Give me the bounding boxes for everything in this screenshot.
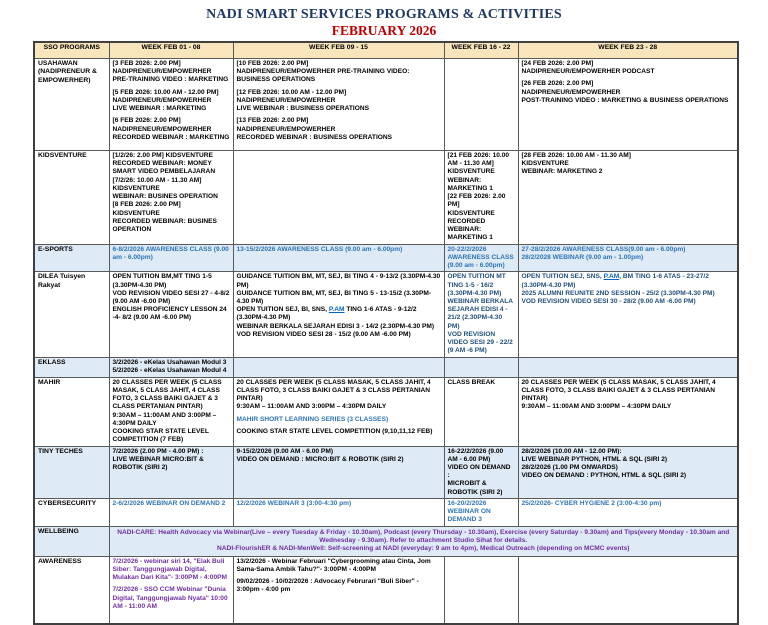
schedule-cell: 28/2/2026 (10.00 AM - 12.00 PM): LIVE WEBINAR PYTHON, HTML & SQL (SIRI 2) 28/2/2026 (1.00 PM ONWARDS) VIDEO ON DEMAND : PYTHON, HTML & SQL (SIRI 2) bbox=[518, 446, 738, 498]
schedule-cell: 13/2/2026 - Webinar Februari "Cybergrooming atau Cinta, Jom Sama-Sama Ambik Tahu?"- 3:00PM - 4:00PM 09/02/2026 - 10/02/2026 : Advocacy Februrari "Buli Siber" - 3:00pm - 4:00 pm bbox=[233, 556, 444, 624]
program-label: E-SPORTS bbox=[34, 244, 109, 272]
page-subtitle: FEBRUARY 2026 bbox=[331, 23, 437, 38]
schedule-cell bbox=[444, 357, 518, 377]
programs-table bbox=[33, 41, 739, 625]
schedule-cell: 20 CLASSES PER WEEK (5 CLASS MASAK, 5 CLASS JAHIT, 4 CLASS FOTO, 3 CLASS BAIKI GAJET & 3 CLASS PERTANIAN PINTAR) 9:30AM – 11:00AM AND 3:00PM – 4:30PM DAILY COOKING STAR STATE LEVEL COMPETITION (7 FEB) bbox=[109, 377, 233, 446]
table-row bbox=[34, 446, 738, 498]
schedule-cell bbox=[233, 357, 444, 377]
table-row bbox=[34, 357, 738, 377]
schedule-cell: 20 CLASSES PER WEEK (5 CLASS MASAK, 5 CLASS JAHIT, 4 CLASS FOTO, 3 CLASS BAIKI GAJET & 3 CLASS PERTANIAN PINTAR) 9:30AM – 11:00AM AND 3:00PM – 4:30PM DAILY MAHIR SHORT LEARNING SERIES (3 CLASSES) COOKING STAR STATE LEVEL COMPETITION (9,10,11,12 FEB) bbox=[233, 377, 444, 446]
schedule-cell: [28 FEB 2026: 10.00 AM - 11.30 AM] KIDSVENTURE WEBINAR: MARKETING 2 bbox=[518, 151, 738, 245]
pam-link[interactable]: P.AM bbox=[328, 306, 345, 314]
table-row bbox=[34, 526, 738, 556]
schedule-cell: OPEN TUITION MT TING 1-5 - 16/2 (3.30PM-4.30 PM) WEBINAR BERKALA SEJARAH EDISI 4 - 21/2 (2.30PM-4.30 PM) VOD REVISION VIDEO SESI 29 - 22/2 (9 AM -6 PM) bbox=[444, 272, 518, 357]
schedule-cell: 27-28/2/2026 AWARENESS CLASS(9.00 am - 6.00pm) 28/2/2028 WEBINAR (9.00 am - 1.00pm) bbox=[518, 244, 738, 272]
schedule-cell: [21 FEB 2026: 10.00 AM - 11.30 AM] KIDSVENTURE WEBINAR: MARKETING 1 [22 FEB 2026: 2.00 PM] KIDSVENTURE RECORDED WEBINAR: MARKETING 1 bbox=[444, 151, 518, 245]
program-label: USAHAWAN (NADIPRENEUR & EMPOWERHER) bbox=[34, 59, 109, 151]
schedule-cell bbox=[233, 151, 444, 245]
schedule-cell: 2-6/2/2026 WEBINAR ON DEMAND 2 bbox=[109, 498, 233, 526]
schedule-cell bbox=[518, 556, 738, 624]
schedule-cell: OPEN TUITION BM,MT TING 1-5 (3.30PM-4.30 PM) VOD REVISION VIDEO SESI 27 - 4-8/2 (9.00 AM -6.00 PM) ENGLISH PROFICIENCY LESSON 24 -4- 8/2 (9.00 AM -6.00 PM) bbox=[109, 272, 233, 357]
schedule-cell: 13-15/2/2026 AWARENESS CLASS (9.00 am - 6.00pm) bbox=[233, 244, 444, 272]
table-row bbox=[34, 244, 738, 272]
program-label: CYBERSECURITY bbox=[34, 498, 109, 526]
page-title: NADI SMART SERVICES PROGRAMS & ACTIVITIES bbox=[206, 7, 562, 22]
table-row bbox=[34, 377, 738, 446]
schedule-cell bbox=[444, 59, 518, 151]
table-row bbox=[34, 59, 738, 151]
schedule-cell: OPEN TUITION SEJ, SNS, P.AM, BM TING 1-6 ATAS - 23-27/2 (3.30PM-4.30 PM) 2025 ALUMNI REUNITE 2ND SESSION - 25/2 (3.30PM-4.30 PM) VOD REVISION VIDEO SESI 30 - 28/2 (9.00 AM -6.00 PM) bbox=[518, 272, 738, 357]
header-week-feb-09-15: WEEK FEB 09 - 15 bbox=[233, 42, 444, 59]
table-row bbox=[34, 272, 738, 357]
schedule-cell: 12/2/2026 WEBINAR 3 (3:00-4:30 pm) bbox=[233, 498, 444, 526]
program-label: KIDSVENTURE bbox=[34, 151, 109, 245]
schedule-cell: [1/2/26: 2.00 PM] KIDSVENTURE RECORDED WEBINAR: MONEY SMART VIDEO PEMBELAJARAN [7/2/26: 10.00 AM - 11.30 AM] KIDSVENTURE WEBINAR: BUSINES OPERATION [8 FEB 2026: 2.00 PM] KIDSVENTURE RECORDED WEBINAR: BUSINES OPERATION bbox=[109, 151, 233, 245]
schedule-cell: [24 FEB 2026: 2.00 PM] NADIPRENEUR/EMPOWERHER PODCAST [26 FEB 2026: 2.00 PM] NADIPRENEUR/EMPOWERHER POST-TRAINING VIDEO : MARKETING & BUSINESS OPERATIONS bbox=[518, 59, 738, 151]
schedule-cell: 7/2/2026 (2.00 PM - 4.00 PM) : LIVE WEBINAR MICRO:BIT & ROBOTIK (SIRI 2) bbox=[109, 446, 233, 498]
schedule-cell bbox=[444, 556, 518, 624]
header-row bbox=[34, 42, 738, 59]
schedule-cell: 20-22/2/2026 AWARENESS CLASS (9.00 am - 6.00pm) bbox=[444, 244, 518, 272]
program-label: DILEA Tuisyen Rakyat bbox=[34, 272, 109, 357]
table-row bbox=[34, 556, 738, 624]
program-label: TINY TECHES bbox=[34, 446, 109, 498]
programs-table-body bbox=[34, 59, 738, 625]
schedule-cell: 6-8/2/2026 AWARENESS CLASS (9.00 am - 6.00pm) bbox=[109, 244, 233, 272]
pam-link[interactable]: P.AM bbox=[603, 273, 620, 281]
schedule-cell: 25/2/2026- CYBER HYGIENE 2 (3:00-4:30 pm) bbox=[518, 498, 738, 526]
schedule-cell: [10 FEB 2026: 2.00 PM] NADIPRENEUR/EMPOWERHER PRE-TRAINING VIDEO: BUSINESS OPERATIONS [12 FEB 2026: 10.00 AM - 12.00 PM] NADIPRENEUR/EMPOWERHER LIVE WEBINAR : BUSINESS OPERATIONS [13 FEB 2026: 2.00 PM] NADIPRENEUR/EMPOWERHER RECORDED WEBINAR : BUSINESS OPERATIONS bbox=[233, 59, 444, 151]
table-row bbox=[34, 151, 738, 245]
schedule-cell: 20 CLASSES PER WEEK (5 CLASS MASAK, 5 CLASS JAHIT, 4 CLASS FOTO, 3 CLASS BAIKI GAJET & 3 CLASS PERTANIAN PINTAR) 9:30AM – 11:00AM AND 3:00PM – 4:30PM DAILY bbox=[518, 377, 738, 446]
program-label: MAHIR bbox=[34, 377, 109, 446]
schedule-cell: 16-22/2/2026 (9.00 AM - 6.00 PM) VIDEO ON DEMAND : MICROBIT & ROBOTIK (SIRI 2) bbox=[444, 446, 518, 498]
schedule-cell: NADI-CARE: Health Advocacy via Webinar(Live – every Tuesday & Friday - 10.30am), Podcast (every Thursday - 10.30am), Exercise (every Saturday - 9.30am) and Tips(every Monday - 10.30am and Wednesday - 9.30am). Refer to attachment Studio Sihat for details. NADI-FlourishER & NADI-MenWell: Self-screening at NADI (everyday: 9 am to 4pm), Medical Outreach (depending on MCMC events) bbox=[109, 526, 738, 556]
program-label: AWARENESS bbox=[34, 556, 109, 624]
schedule-cell: [3 FEB 2026: 2.00 PM] NADIPRENEUR/EMPOWERHER PRE-TRAINING VIDEO : MARKETING [5 FEB 2026: 10.00 AM - 12.00 PM] NADIPRENEUR/EMPOWERHER LIVE WEBINAR : MARKETING [6 FEB 2026: 2.00 PM] NADIPRENEUR/EMPOWERHER RECORDED WEBINAR : MARKETING bbox=[109, 59, 233, 151]
schedule-cell: 7/2/2026 - webinar siri 14, "Elak Buli Siber: Tanggungjawab Digital, Mulakan Dari Kita"- 3:00PM - 4:00PM 7/2/2026 - SSO CCM Webinar "Dunia Digital, Tanggungjawab Nyata" 10:00 AM - 11:00 AM bbox=[109, 556, 233, 624]
header-week-feb-23-28: WEEK FEB 23 - 28 bbox=[518, 42, 738, 59]
schedule-cell: 9-15/2/2026 (9.00 AM - 6.00 PM) VIDEO ON DEMAND : MICRO:BIT & ROBOTIK (SIRI 2) bbox=[233, 446, 444, 498]
header-week-feb-16-22: WEEK FEB 16 - 22 bbox=[444, 42, 518, 59]
schedule-cell bbox=[518, 357, 738, 377]
schedule-cell: GUIDANCE TUITION BM, MT, SEJ, BI TING 4 - 9-13/2 (3.30PM-4.30 PM) GUIDANCE TUITION BM, MT, SEJ, BI TING 5 - 13-15/2 (3.30PM-4.30 PM) OPEN TUITION SEJ, BI, SNS, P.AM TING 1-6 ATAS - 9-12/2 (3.30PM-4.30 PM) WEBINAR BERKALA SEJARAH EDISI 3 - 14/2 (2.30PM-4.30 PM) VOD REVISION VIDEO SESI 28 - 15/2 (9.00 AM -6.00 PM) bbox=[233, 272, 444, 357]
program-label: WELLBEING bbox=[34, 526, 109, 556]
program-label: EKLASS bbox=[34, 357, 109, 377]
schedule-cell: 16-20/2/2026 WEBINAR ON DEMAND 3 bbox=[444, 498, 518, 526]
schedule-cell: 3/2/2026 - eKelas Usahawan Modul 3 5/2/2026 - eKelas Usahawan Modul 4 bbox=[109, 357, 233, 377]
header-week-feb-01-08: WEEK FEB 01 - 08 bbox=[109, 42, 233, 59]
header-sso-programs: SSO PROGRAMS bbox=[34, 42, 109, 59]
table-row bbox=[34, 498, 738, 526]
schedule-cell: CLASS BREAK bbox=[444, 377, 518, 446]
